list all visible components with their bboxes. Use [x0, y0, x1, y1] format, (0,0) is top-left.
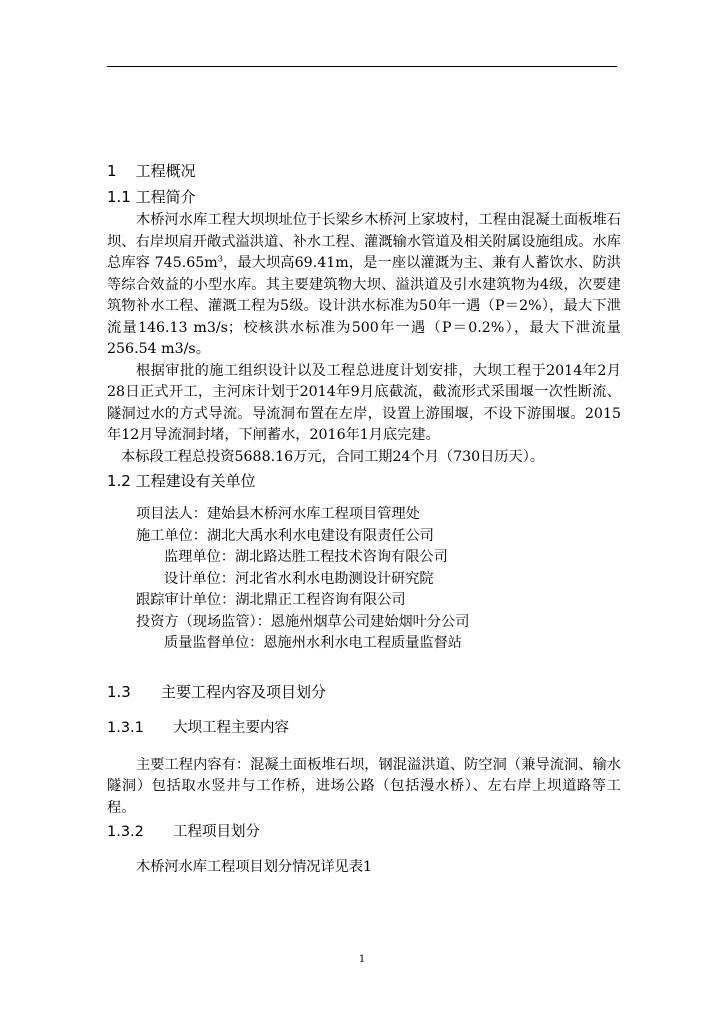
- section-1-3-2-heading: [107, 819, 621, 845]
- project-intro-paragraph: [107, 210, 621, 361]
- unit-designer: 设计单位：河北省水利水电勘测设计研究院: [164, 570, 434, 587]
- header-rule: [107, 66, 617, 67]
- section-1-3-1-number: 1.3.1: [107, 719, 144, 736]
- intro-text: 木桥河水库工程大坝坝址位于长梁乡木桥河上家坡村，工程由混凝土面板堆石坝、右岸坝肩开敞式溢洪道、补水工程、灌溉输水管道及相关附属设施组成。水库总库容 745.65m: [107, 212, 621, 271]
- section-1-3-number: 1.3: [107, 682, 131, 701]
- section-1-1-heading: 1.1 工程简介: [107, 188, 196, 206]
- section-1-3-2-number: 1.3.2: [107, 824, 144, 840]
- section-1-title: 工程概况: [135, 162, 196, 180]
- units-list: [107, 504, 621, 655]
- section-1-3-title: 主要工程内容及项目划分: [161, 682, 327, 701]
- section-1-3-heading: [107, 679, 621, 705]
- section-1-3-2-title: 工程项目划分: [173, 824, 260, 840]
- unit-quality-supervision: 质量监督单位：恩施州水利水电工程质量监督站: [164, 635, 462, 651]
- unit-superscript: 3: [217, 254, 223, 264]
- division-reference-paragraph: 木桥河水库工程项目划分情况详见表1: [136, 859, 373, 875]
- section-1-number: 1: [107, 162, 117, 180]
- document-body: [107, 158, 621, 879]
- schedule-paragraph: 根据审批的施工组织设计以及工程总进度计划安排，大坝工程于2014年2月28日正式开工，主河床计划于2014年9月底截流，截流形式采围堰一次性断流、隧洞过水的方式导流。导流洞布置在左岸，设置上游围堰，不设下游围堰。2015年12月导流洞封堵，下闸蓄水，2016年1月底完建。: [107, 362, 621, 443]
- section-1-heading: [107, 158, 621, 184]
- investment-paragraph: 本标段工程总投资5688.16万元，合同工期24个月（730日历天）。: [121, 448, 545, 465]
- section-1-3-1-heading: [107, 715, 621, 741]
- section-1-2-heading: 1.2 工程建设有关单位: [107, 472, 256, 490]
- section-1-3-1-title: 大坝工程主要内容: [173, 719, 289, 736]
- dam-content-paragraph: 主要工程内容有：混凝土面板堆石坝，钢混溢洪道、防空洞（兼导流洞、输水隧洞）包括取水竖井与工作桥，进场公路（包括漫水桥）、左右岸上坝道路等工程。: [107, 756, 621, 816]
- unit-contractor: 施工单位：湖北大禹水利水电建设有限责任公司: [136, 527, 434, 544]
- unit-investor: 投资方（现场监管）：恩施州烟草公司建始烟叶分公司: [136, 613, 470, 630]
- unit-supervisor: 监理单位：湖北路达胜工程技术咨询有限公司: [164, 549, 448, 565]
- unit-project-owner: 项目法人：建始县木桥河水库工程项目管理处: [136, 506, 420, 522]
- unit-auditor: 跟踪审计单位：湖北鼎正工程咨询有限公司: [136, 592, 406, 608]
- intro-text-tail: ，最大坝高69.41m，是一座以灌溉为主、兼有人蓄饮水、防洪等综合效益的小型水库。其主要建筑物大坝、溢洪道及引水建筑物为4级，次要建筑物补水工程、灌溉工程为5级。设计洪水标准为50年一遇（P＝2%），最大下泄流量146.13 m3/s；校核洪水标准为500年一遇（P＝0.2%），最大下泄流量256.54 m3/s。: [107, 255, 621, 357]
- page-number: 1: [358, 954, 366, 965]
